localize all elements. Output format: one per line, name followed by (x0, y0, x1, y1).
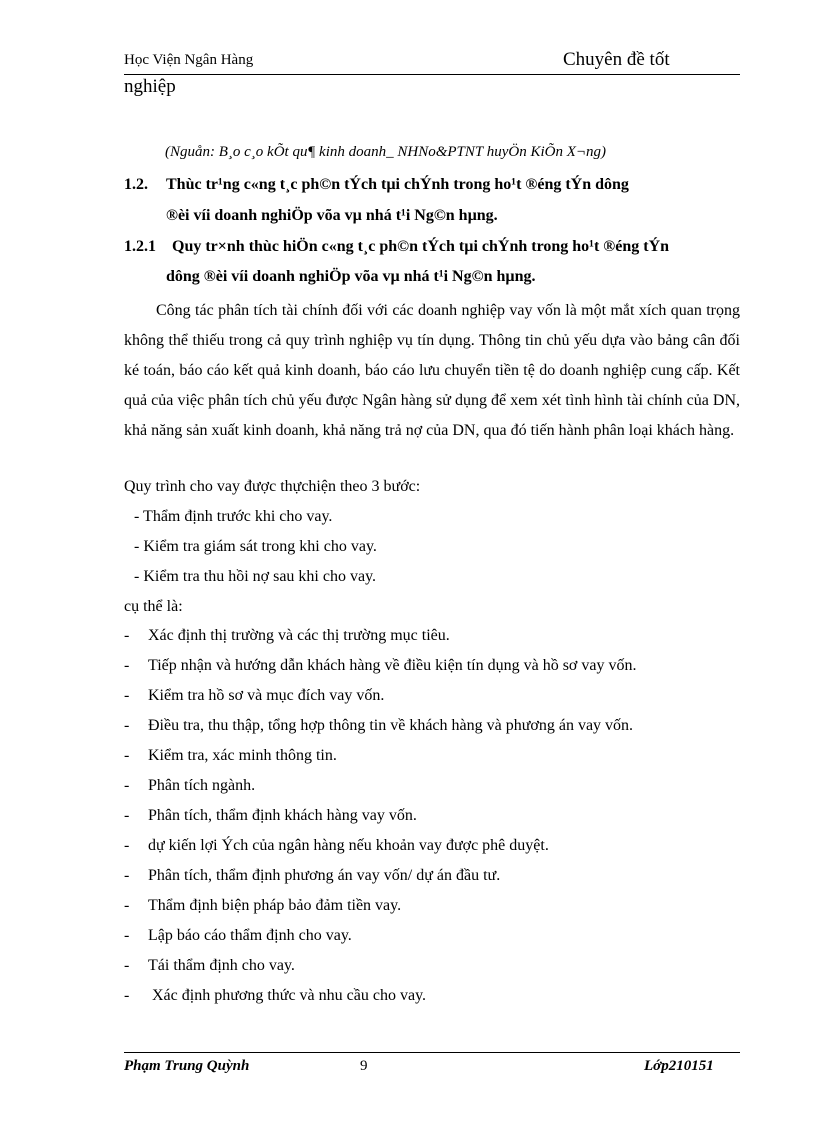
header-title: Chuyên đề tốt (563, 49, 670, 70)
header-institution: Học Viện Ngân Hàng (124, 52, 254, 68)
subsection-heading-line-2: dông ®èi víi doanh nghiÖp võa vµ nhá t¹i Ng©n hµng. (166, 268, 536, 285)
source-note: (Nguån: B¸o c¸o kÕt qu¶ kinh doanh_ NHNo&PTNT huyÖn KiÕn X¬ng) (165, 144, 606, 160)
page-number: 9 (360, 1058, 368, 1074)
subsection-number: 1.2.1 (124, 238, 156, 255)
list-item-text: Kiểm tra, xác minh thông tin. (148, 747, 337, 764)
list-item-text: Tiếp nhận và hướng dẫn khách hàng về điều kiện tín dụng và hồ sơ vay vốn. (148, 657, 637, 674)
list-item-text: Thẩm định biện pháp bảo đảm tiền vay. (148, 897, 402, 914)
list-item: - Kiểm tra, xác minh thông tin. (124, 747, 337, 764)
section-heading-line-2: ®èi víi doanh nghiÖp võa vµ nhá t¹i Ng©n hµng. (166, 207, 498, 224)
list-item-text: Phân tích, thẩm định phương án vay vốn/ dự án đầu tư. (148, 867, 501, 884)
body-paragraph (124, 296, 740, 446)
intro-line: Quy trình cho vay được thựchiện theo 3 bước: (124, 478, 421, 495)
header-title-continuation: nghiệp (124, 76, 176, 97)
list-item: - Điều tra, thu thập, tổng hợp thông tin về khách hàng và phương án vay vốn. (124, 717, 634, 734)
list-item: - dự kiến lợi Ých của ngân hàng nếu khoản vay được phê duyệt. (124, 837, 549, 854)
list-item: - Xác định thị trường và các thị trường mục tiêu. (124, 627, 450, 644)
subsection-heading-line-1: Quy tr×nh thùc hiÖn c«ng t¸c ph©n tÝch tµi chÝnh trong ho¹t ®éng tÝn (172, 238, 670, 255)
list-item-text: Tái thẩm định cho vay. (148, 957, 295, 974)
paragraph-text: Công tác phân tích tài chính đối với các doanh nghiệp vay vốn là một mắt xích quan trọng không thể thiếu trong cả quy trình nghiệp vụ tín dụng. Thông tin chủ yếu dựa vào bảng cân đối ké toán, báo cáo kết quả kinh doanh, báo cáo lưu chuyển tiền tệ do doanh nghiệp cung cấp. Kết quả của việc phân tích chủ yếu được Ngân hàng sử dụng để xem xét tình hình tài chính của DN, khả năng sản xuất kinh doanh, khả năng trả nợ của DN, qua đó tiến hành phân loại khách hàng. (124, 302, 740, 439)
list-item-text: Điều tra, thu thập, tổng hợp thông tin về khách hàng và phương án vay vốn. (148, 717, 634, 734)
list-item-text: Xác định thị trường và các thị trường mục tiêu. (148, 627, 450, 644)
section-number: 1.2. (124, 176, 148, 193)
step-item: - Kiểm tra giám sát trong khi cho vay. (134, 538, 377, 555)
list-item-text: Phân tích, thẩm định khách hàng vay vốn. (148, 807, 417, 824)
list-item: - Phân tích ngành. (124, 777, 256, 794)
list-item: - Thẩm định biện pháp bảo đảm tiền vay. (124, 897, 402, 914)
footer-class: Lớp210151 (644, 1058, 714, 1074)
section-heading-line-1: Thùc tr¹ng c«ng t¸c ph©n tÝch tµi chÝnh trong ho¹t ®éng tÝn dông (166, 176, 629, 193)
list-item: - Tái thẩm định cho vay. (124, 957, 295, 974)
list-item: - Xác định phương thức và nhu cầu cho vay. (124, 987, 427, 1004)
list-item: - Kiểm tra hồ sơ và mục đích vay vốn. (124, 687, 385, 704)
header-rule (124, 74, 740, 75)
step-item: - Kiểm tra thu hồi nợ sau khi cho vay. (134, 568, 377, 585)
list-item-text: Xác định phương thức và nhu cầu cho vay. (148, 987, 427, 1004)
list-item: - Phân tích, thẩm định phương án vay vốn/ dự án đầu tư. (124, 867, 501, 884)
footer-author: Phạm Trung Quỳnh (124, 1058, 250, 1074)
list-item-text: Kiểm tra hồ sơ và mục đích vay vốn. (148, 687, 385, 704)
list-item: - Lập báo cáo thẩm định cho vay. (124, 927, 352, 944)
list-item-text: Lập báo cáo thẩm định cho vay. (148, 927, 352, 944)
list-item-text: Phân tích ngành. (148, 777, 256, 794)
footer-rule (124, 1052, 740, 1053)
list-item: - Phân tích, thẩm định khách hàng vay vốn. (124, 807, 417, 824)
list-item: - Tiếp nhận và hướng dẫn khách hàng về điều kiện tín dụng và hồ sơ vay vốn. (124, 657, 637, 674)
detail-intro: cụ thể là: (124, 598, 183, 615)
step-item: - Thẩm định trước khi cho vay. (134, 508, 333, 525)
list-item-text: dự kiến lợi Ých của ngân hàng nếu khoản vay được phê duyệt. (148, 837, 549, 854)
